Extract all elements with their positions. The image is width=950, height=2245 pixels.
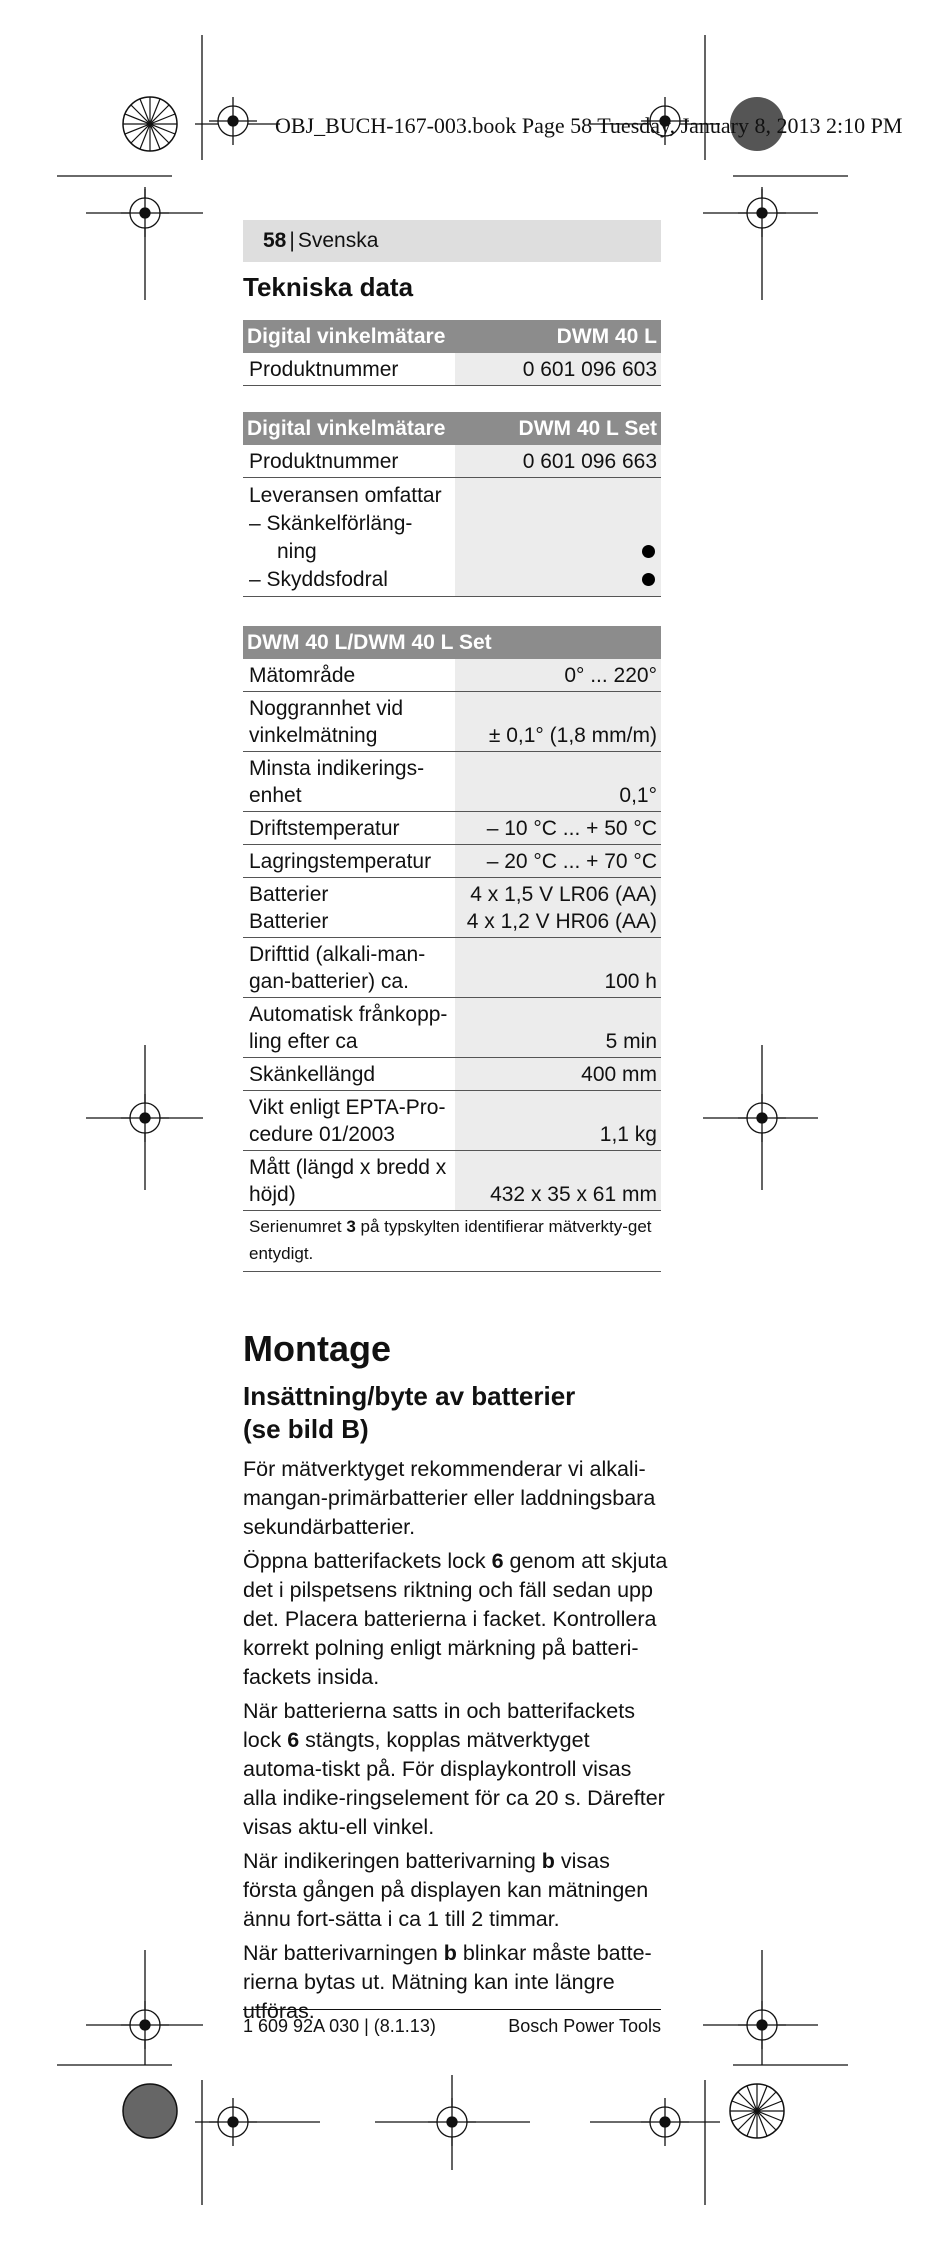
row-value: 400 mm [455, 1058, 661, 1091]
footer-doc-id: 1 609 92A 030 | (8.1.13) [243, 2016, 436, 2036]
row-value: ± 0,1° (1,8 mm/m) [455, 692, 661, 752]
row-value: – 20 °C ... + 70 °C [455, 845, 661, 878]
table-row [243, 659, 661, 692]
table-header-left: Digital vinkelmätare [243, 412, 455, 445]
table-row [243, 845, 661, 878]
table-footnote-row [243, 1211, 661, 1272]
page-number: 58 [263, 229, 287, 252]
row-label: Produktnummer [243, 445, 455, 478]
delivery-item-cont: ning [277, 540, 317, 563]
row-value: 5 min [455, 998, 661, 1058]
table-header-row [243, 412, 661, 445]
table-row [243, 353, 661, 386]
row-label-line: Batterier [249, 910, 329, 933]
row-label: Vikt enligt EPTA-Pro-cedure 01/2003 [243, 1091, 455, 1151]
table-header-row [243, 626, 661, 659]
row-value: 1,1 kg [455, 1091, 661, 1151]
row-value [455, 878, 661, 938]
page-footer [243, 2009, 661, 2037]
table-header-right: DWM 40 L Set [455, 412, 661, 445]
delivery-item: – Skänkelförläng- [249, 512, 413, 535]
bullet-icon [642, 545, 655, 558]
table-footnote [243, 1211, 661, 1272]
row-label: Drifttid (alkali-man-gan-batterier) ca. [243, 938, 455, 998]
row-value: 0° ... 220° [455, 659, 661, 692]
row-value: 100 h [455, 938, 661, 998]
footnote-text: Serienumret [249, 1217, 347, 1236]
row-value: 0,1° [455, 752, 661, 812]
row-value: – 10 °C ... + 50 °C [455, 812, 661, 845]
table-row [243, 692, 661, 752]
row-value: 432 x 35 x 61 mm [455, 1151, 661, 1211]
text: genom att skjuta det i pilspetsens riktning och fäll sedan upp det. Placera batterierna i facket. Kontrollera korrekt polning enligt märkning på batteri-fackets insida. [243, 1549, 668, 1689]
table-row [243, 998, 661, 1058]
row-label: Lagringstemperatur [243, 845, 455, 878]
page-header-bar [243, 220, 661, 262]
row-label: Automatisk frånkopp-ling efter ca [243, 998, 455, 1058]
delivery-label-cell [243, 478, 455, 597]
table-header: DWM 40 L/DWM 40 L Set [243, 626, 661, 659]
page-separator: | [289, 229, 295, 252]
ref: b [443, 1941, 457, 1965]
table-row [243, 812, 661, 845]
text: visas första gången på displayen kan mätningen ännu fort-sätta i ca 1 till 2 timmar. [243, 1849, 649, 1931]
paragraph: För mätverktyget rekommenderar vi alkali-mangan-primärbatterier eller laddningsbara sekundärbatterier. [243, 1457, 656, 1539]
row-label: Noggrannhet vid vinkelmätning [243, 692, 455, 752]
table-row-delivery [243, 478, 661, 597]
table-row [243, 938, 661, 998]
spec-table-dwm40l-set [243, 412, 661, 597]
row-value: 0 601 096 603 [455, 353, 661, 386]
montage-heading: Montage [243, 1328, 391, 1369]
text: När indikeringen batterivarning [243, 1849, 542, 1873]
text: blinkar måste batte-rierna bytas ut. Mätning kan inte längre utföras. [243, 1941, 652, 2023]
row-label: Driftstemperatur [243, 812, 455, 845]
table-header-right: DWM 40 L [455, 320, 661, 353]
print-header: OBJ_BUCH-167-003.book Page 58 Tuesday, January 8, 2013 2:10 PM [275, 113, 903, 138]
row-label: Produktnummer [243, 353, 455, 386]
text: Öppna batterifackets lock [243, 1549, 492, 1573]
text: När batterierna satts in och batterifackets lock [243, 1699, 635, 1752]
table-row [243, 1058, 661, 1091]
section-title: Tekniska data [243, 272, 414, 302]
delivery-item: – Skyddsfodral [249, 568, 388, 591]
ref: 6 [287, 1728, 300, 1752]
row-label-line: Batterier [249, 883, 329, 906]
table-row [243, 752, 661, 812]
battery-subheading [243, 1380, 663, 1446]
table-header-left: Digital vinkelmätare [243, 320, 455, 353]
table-row [243, 445, 661, 478]
footnote-text: på typskylten identifierar mätverkty-get entydigt. [249, 1217, 652, 1263]
row-label [243, 878, 455, 938]
table-header-row [243, 320, 661, 353]
row-value-line: 4 x 1,5 V LR06 (AA) [470, 883, 657, 906]
text: När batterivarningen [243, 1941, 444, 1965]
ref: 6 [491, 1549, 504, 1573]
footer-brand: Bosch Power Tools [508, 2016, 661, 2036]
row-label: Mätområde [243, 659, 455, 692]
row-value: 0 601 096 663 [455, 445, 661, 478]
page-language: Svenska [297, 229, 379, 252]
paragraph [243, 1697, 668, 1842]
row-label: Skänkellängd [243, 1058, 455, 1091]
bullet-icon [642, 573, 655, 586]
montage-body [243, 1455, 668, 2031]
paragraph [243, 1547, 668, 1692]
ref: b [541, 1849, 555, 1873]
delivery-label: Leveransen omfattar [249, 484, 442, 507]
table-row [243, 1091, 661, 1151]
subheading-line: Insättning/byte av batterier [243, 1381, 576, 1411]
text: stängts, kopplas mätverktyget automa-tiskt på. För displaykontroll visas alla indike-ringselement för ca 20 s. Därefter visas aktu-ell vinkel. [243, 1728, 665, 1839]
footnote-ref: 3 [346, 1217, 356, 1236]
table-row [243, 878, 661, 938]
paragraph [243, 1847, 668, 1934]
spec-table-dwm40l-common [243, 626, 661, 1272]
row-label: Mått (längd x bredd x höjd) [243, 1151, 455, 1211]
subheading-line: (se bild B) [243, 1414, 369, 1444]
row-label: Minsta indikerings-enhet [243, 752, 455, 812]
spec-table-dwm40l [243, 320, 661, 386]
row-value-line: 4 x 1,2 V HR06 (AA) [466, 910, 657, 933]
delivery-bullets [455, 478, 661, 597]
table-row [243, 1151, 661, 1211]
